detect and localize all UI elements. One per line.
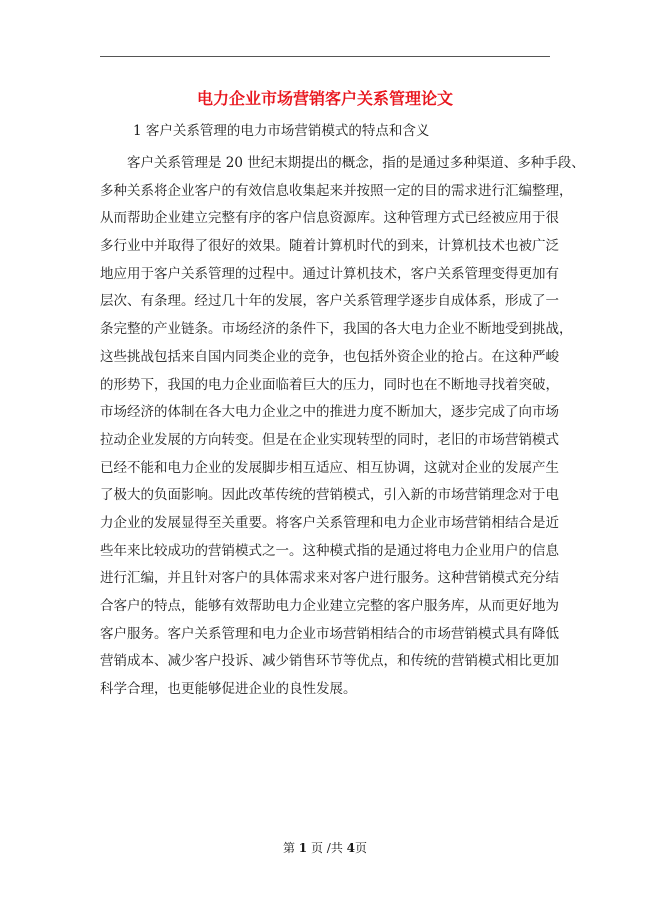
total-pages: 4	[346, 841, 356, 855]
paragraph-line: 力企业的发展显得至关重要。将客户关系管理和电力企业市场营销相结合是近	[100, 514, 559, 531]
paragraph-line: 客户关系管理是 20 世纪末期提出的概念，指的是通过多种渠道、多种手段、	[127, 155, 585, 171]
paragraph-line: 已经不能和电力企业的发展脚步相互适应、相互协调，这就对企业的发展产生	[100, 459, 559, 476]
page-number: 1	[298, 841, 308, 855]
paragraph-line: 了极大的负面影响。因此改革传统的营销模式，引入新的市场营销理念对于电	[100, 487, 559, 504]
section-heading: 1 客户关系管理的电力市场营销模式的特点和含义	[133, 123, 430, 139]
paragraph-line: 从而帮助企业建立完整有序的客户信息资源库。这种管理方式已经被应用于很	[100, 210, 559, 227]
paragraph-line: 多行业中并取得了很好的效果。随着计算机时代的到来，计算机技术也被广泛	[100, 238, 559, 255]
paragraph-line: 营销成本、减少客户投诉、减少销售环节等优点，和传统的营销模式相比更加	[100, 653, 559, 670]
paragraph-line: 层次、有条理。经过几十年的发展，客户关系管理学逐步自成体系，形成了一	[100, 293, 559, 310]
paragraph-line: 的形势下，我国的电力企业面临着巨大的压力，同时也在不断地寻找着突破，	[100, 376, 559, 393]
paragraph-line: 条完整的产业链条。市场经济的条件下，我国的各大电力企业不断地受到挑战，	[100, 321, 573, 338]
paragraph-line: 进行汇编，并且针对客户的具体需求来对客户进行服务。这种营销模式充分结	[100, 570, 559, 587]
page-footer	[100, 840, 550, 856]
paragraph-line: 多种关系将企业客户的有效信息收集起来并按照一定的目的需求进行汇编整理，	[100, 182, 573, 199]
paragraph-line: 科学合理，也更能够促进企业的良性发展。	[100, 681, 357, 698]
header-rule	[100, 56, 550, 57]
document-title: 电力企业市场营销客户关系管理论文	[196, 89, 453, 108]
page-middle: 页 /共	[310, 841, 343, 855]
paragraph-line: 这些挑战包括来自国内同类企业的竞争，也包括外资企业的抢占。在这种严峻	[100, 348, 559, 365]
paragraph-line: 客户服务。客户关系管理和电力企业市场营销相结合的市场营销模式具有降低	[100, 625, 559, 642]
body-paragraph	[100, 150, 585, 704]
paragraph-line: 市场经济的体制在各大电力企业之中的推进力度不断加大，逐步完成了向市场	[100, 404, 559, 421]
paragraph-line: 拉动企业发展的方向转变。但是在企业实现转型的同时，老旧的市场营销模式	[100, 431, 559, 448]
paragraph-line: 合客户的特点，能够有效帮助电力企业建立完整的客户服务库，从而更好地为	[100, 598, 559, 614]
paragraph-line: 地应用于客户关系管理的过程中。通过计算机技术，客户关系管理变得更加有	[100, 265, 559, 282]
page-suffix: 页	[355, 841, 368, 855]
page-prefix: 第	[282, 841, 295, 855]
paragraph-line: 些年来比较成功的营销模式之一。这种模式指的是通过将电力企业用户的信息	[100, 542, 559, 559]
